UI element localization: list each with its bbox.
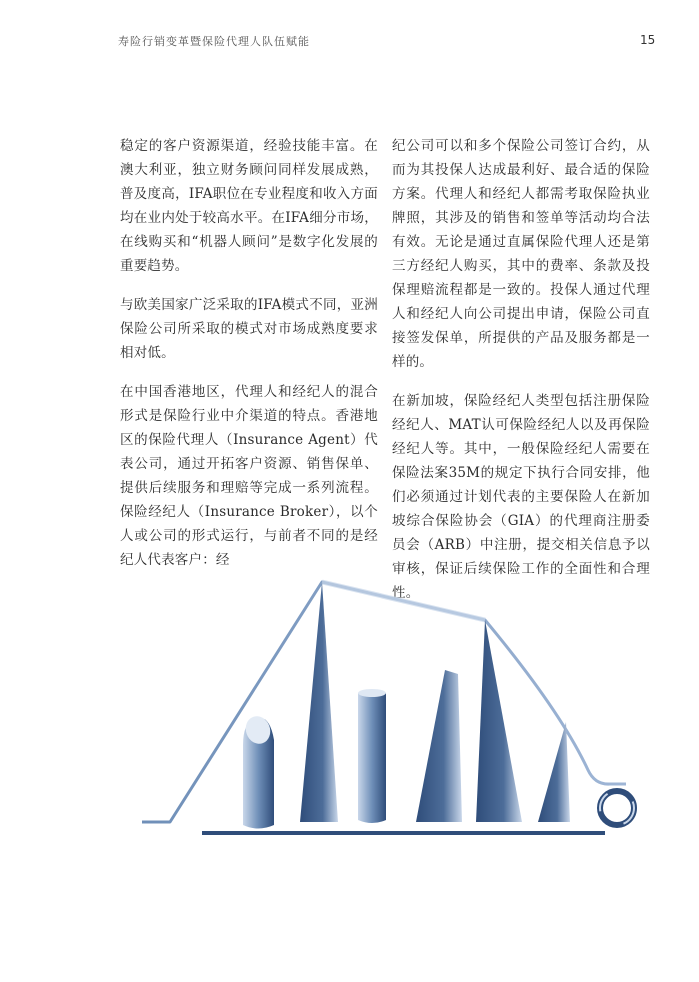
abstract-bar-illustration — [140, 570, 650, 845]
vertical-cylinder — [358, 693, 386, 823]
left-paragraph-1: 稳定的客户资源渠道，经验技能丰富。在澳大利亚，独立财务顾问同样发展成熟，普及度高，IFA职位在专业程度和收入方面均在业内处于较高水平。在IFA细分市场，在线购买和“机器人顾问”是数字化发展的重要趋势。 — [120, 138, 378, 274]
running-header-title: 寿险行销变革暨保险代理人队伍赋能 — [118, 35, 310, 48]
tall-triangle — [300, 582, 338, 822]
right-paragraph-1: 纪公司可以和多个保险公司签订合约，从而为其投保人达成最利好、最合适的保险方案。代理人和经纪人都需考取保险执业牌照，其涉及的销售和签单等活动均合法有效。无论是通过直属保险代理人还是第三方经纪人购买，其中的费率、条款及投保理赔流程都是一致的。投保人通过代理人和经纪人向公司提出申请，保险公司直接签发保单，所提供的产品及服务都是一样的。 — [392, 138, 650, 370]
right-paragraph-2: 在新加坡，保险经纪人类型包括注册保险经纪人、MAT认可保险经纪人以及再保险经纪人等。其中，一般保险经纪人需要在保险法案35M的规定下执行合同安排，他们必须通过计划代表的主要保险人在新加坡综合保险协会（GIA）的代理商注册委员会（ARB）中注册，提交相关信息予以审核，保证后续保险工作的全面性和合理性。 — [392, 393, 650, 601]
left-paragraph-3: 在中国香港地区，代理人和经纪人的混合形式是保险行业中介渠道的特点。香港地区的保险代理人（Insurance Agent）代表公司，通过开拓客户资源、销售保单、提供后续服务和理赔等完成一系列流程。保险经纪人（Insurance Broker），以个人或公司的形式运行，与前者不同的是经纪人代表客户：经 — [120, 384, 378, 568]
right-text-column — [392, 134, 650, 620]
small-triangle — [538, 722, 570, 822]
left-paragraph-2: 与欧美国家广泛采取的IFA模式不同，亚洲保险公司所采取的模式对市场成熟度要求相对低。 — [120, 297, 378, 361]
page-number: 15 — [640, 33, 656, 47]
mid-triangle — [416, 670, 462, 822]
second-tall-triangle — [476, 620, 522, 822]
left-text-column — [120, 134, 378, 587]
